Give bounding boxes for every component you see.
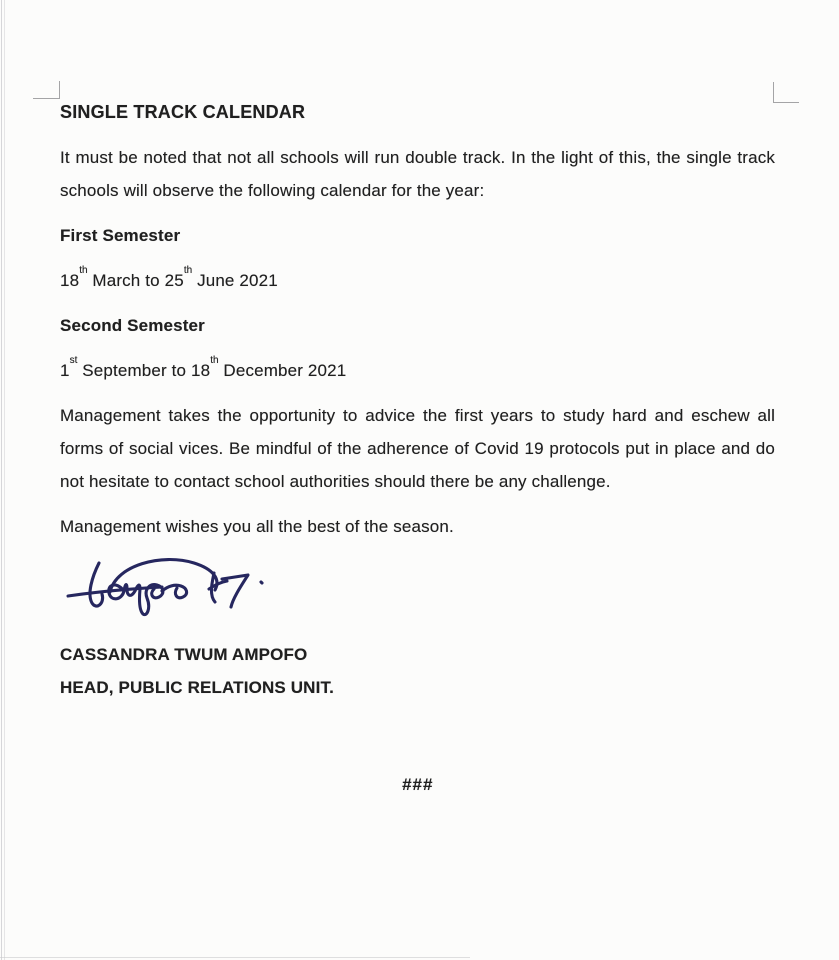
margin-corner-mark-top-right <box>773 102 799 103</box>
signatory-block <box>60 638 775 704</box>
ordinal-suffix: st <box>69 355 78 367</box>
ordinal-suffix: th <box>183 265 193 277</box>
photo-left-edge <box>1 0 2 960</box>
date-text: September to 18 <box>77 361 211 380</box>
date-text: 18 <box>60 271 80 290</box>
first-semester-dates <box>60 264 775 297</box>
first-semester-heading: First Semester <box>60 226 181 245</box>
handwritten-signature <box>66 549 775 619</box>
letter-body <box>60 96 775 813</box>
date-text: December 2021 <box>218 361 347 380</box>
signature-scribble <box>66 549 276 619</box>
second-semester-heading: Second Semester <box>60 316 205 335</box>
date-text: March to 25 <box>87 271 184 290</box>
signatory-name: CASSANDRA TWUM AMPOFO <box>60 645 308 664</box>
photo-left-edge-inner <box>4 0 5 960</box>
date-text: 1 <box>60 361 70 380</box>
end-of-document-mark: ### <box>401 775 434 794</box>
advice-paragraph: Management takes the opportunity to advice the first years to study hard and eschew all forms of social vices. Be mindful of the adherence of Covid 19 protocols put in place and do not hesitate to contact school authorities should there be any challenge. <box>60 406 775 491</box>
date-text: June 2021 <box>192 271 278 290</box>
signatory-role: HEAD, PUBLIC RELATIONS UNIT. <box>60 678 335 697</box>
second-semester-dates <box>60 354 775 387</box>
document-title: SINGLE TRACK CALENDAR <box>60 102 306 122</box>
photo-bottom-edge <box>0 957 470 958</box>
margin-corner-mark-top-left <box>33 98 60 99</box>
ordinal-suffix: th <box>210 355 219 367</box>
intro-paragraph: It must be noted that not all schools will run double track. In the light of this, the single track schools will observe the following calendar for the year: <box>60 148 775 200</box>
closing-paragraph: Management wishes you all the best of the season. <box>60 517 454 536</box>
ordinal-suffix: th <box>79 265 88 277</box>
